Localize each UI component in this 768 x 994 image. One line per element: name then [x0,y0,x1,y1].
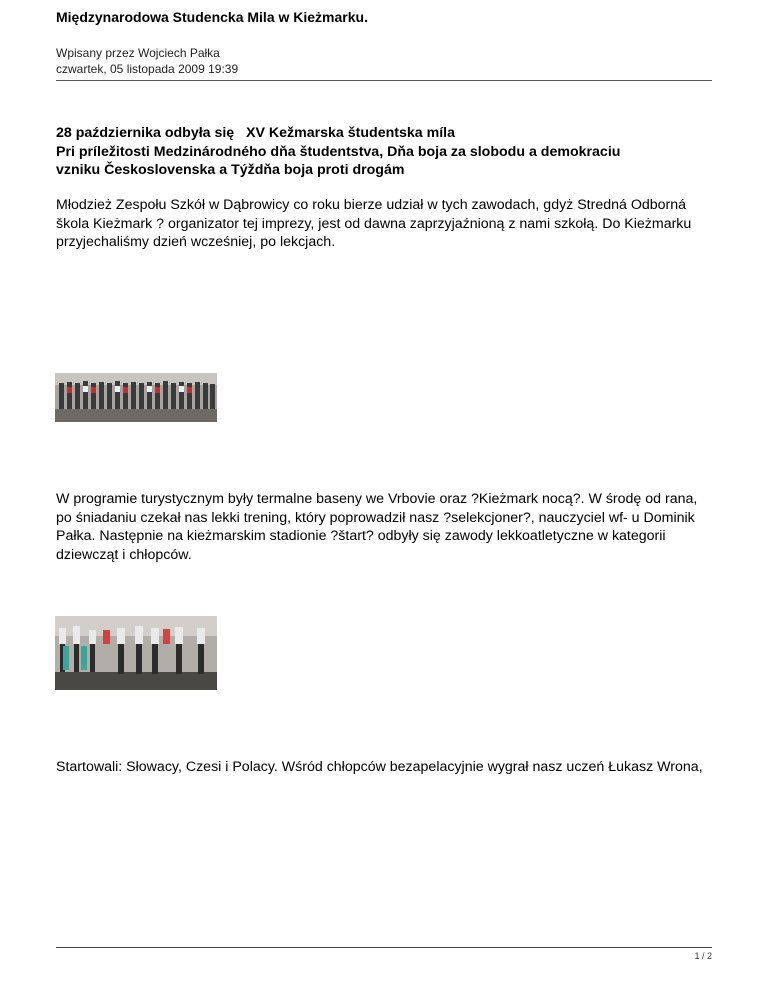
paragraph-3: Startowali: Słowacy, Czesi i Polacy. Wśród chłopców bezapelacyjnie wygrał nasz uczeń Łukasz Wrona, [56,759,703,775]
photo-runners-group [55,373,217,422]
intro-line-1: 28 października odbyła się XV Kežmarska študentska míla [56,125,455,141]
header-divider [56,80,712,81]
photo-runners-group-image [55,373,217,422]
photo-runners-start-image [55,616,217,690]
photo-runners-start [55,616,217,690]
intro-line-2: Pri príležitosti Medzinárodného dňa študentstva, Dňa boja za slobodu a demokraciu [56,143,621,160]
intro-line-3: vzniku Československa a Týždňa boja proti drogám [56,162,405,178]
author-line: Wpisany przez Wojciech Pałka [56,46,220,60]
date-line: czwartek, 05 listopada 2009 19:39 [56,62,239,76]
paragraph-1: Młodzież Zespołu Szkół w Dąbrowicy co roku bierze udział w tych zawodach, gdyż Stredná Odborná škola Kieżmark ? organizator tej imprezy, jest od dawna zaprzyjaźnioną z nami szkołą. Do Kieżmarku przyjechaliśmy dzień wcześniej, po lekcjach. [56,197,692,251]
intro-heading [56,124,716,180]
footer-divider [56,947,712,948]
page-title: Międzynarodowa Studencka Mila w Kieżmarku. [56,9,368,25]
page-number: 1 / 2 [694,951,712,961]
paragraph-2: W programie turystycznym były termalne baseny we Vrbovie oraz ?Kieżmark nocą?. W środę od rana, po śniadaniu czekał nas lekki trening, który poprowadził nasz ?selekcjoner?, nauczyciel wf- u Dominik Pałka. Następnie na kieżmarskim stadionie ?štart? odbyły się zawody lekkoatletyczne w kategorii dziewcząt i chłopców. [56,491,698,563]
